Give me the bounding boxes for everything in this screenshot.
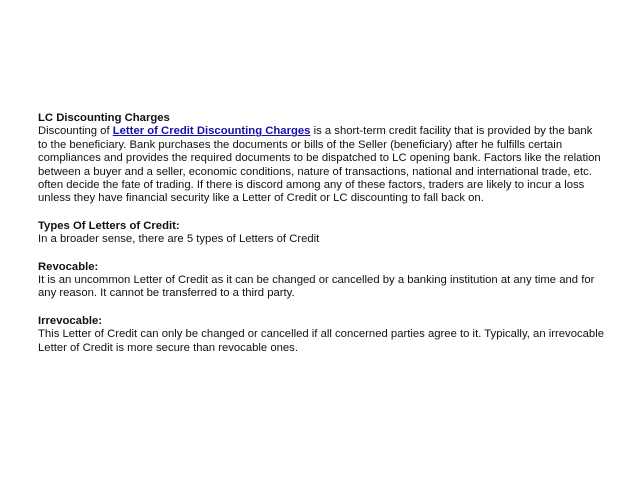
document-body: [38, 112, 604, 355]
letter-of-credit-discounting-charges-link[interactable]: Letter of Credit Discounting Charges: [112, 125, 311, 138]
section-lc-discounting: [38, 112, 604, 206]
paragraph-lc-discounting: [38, 125, 604, 205]
paragraph-text-start: Discounting of: [38, 125, 113, 138]
section-types: [38, 220, 604, 247]
spacer: [38, 206, 604, 220]
heading-lc-discounting-charges: LC Discounting Charges: [38, 112, 170, 124]
heading-types-of-letters: Types Of Letters of Credit:: [38, 219, 180, 232]
section-irrevocable: [38, 315, 604, 355]
heading-irrevocable: Irrevocable:: [38, 314, 103, 327]
paragraph-types: In a broader sense, there are 5 types of Letters of Credit: [38, 233, 320, 246]
spacer: [38, 301, 604, 315]
paragraph-revocable: It is an uncommon Letter of Credit as it can be changed or cancelled by a banking institution at any time and for any reason. It cannot be transferred to a third party.: [38, 274, 595, 300]
paragraph-text-rest: is a short-term credit facility that is provided by the bank to the beneficiary. Bank purchases the documents or bills of the Seller (beneficiary) after he fulfills certain compliances and provides the required documents to be dispatched to LC opening bank. Factors like the relation between a buyer and a seller, economic conditions, nature of transactions, national and international trade, etc. often decide the fate of trading. If there is discord among any of these factors, traders are likely to incur a loss unless they have financial security like a Letter of Credit or LC discounting to fall back on.: [38, 125, 601, 205]
paragraph-irrevocable: This Letter of Credit can only be changed or cancelled if all concerned parties agree to it. Typically, an irrevocable Letter of Credit is more secure than revocable ones.: [38, 328, 604, 354]
heading-revocable: Revocable:: [38, 260, 99, 273]
spacer: [38, 247, 604, 261]
section-revocable: [38, 261, 604, 301]
